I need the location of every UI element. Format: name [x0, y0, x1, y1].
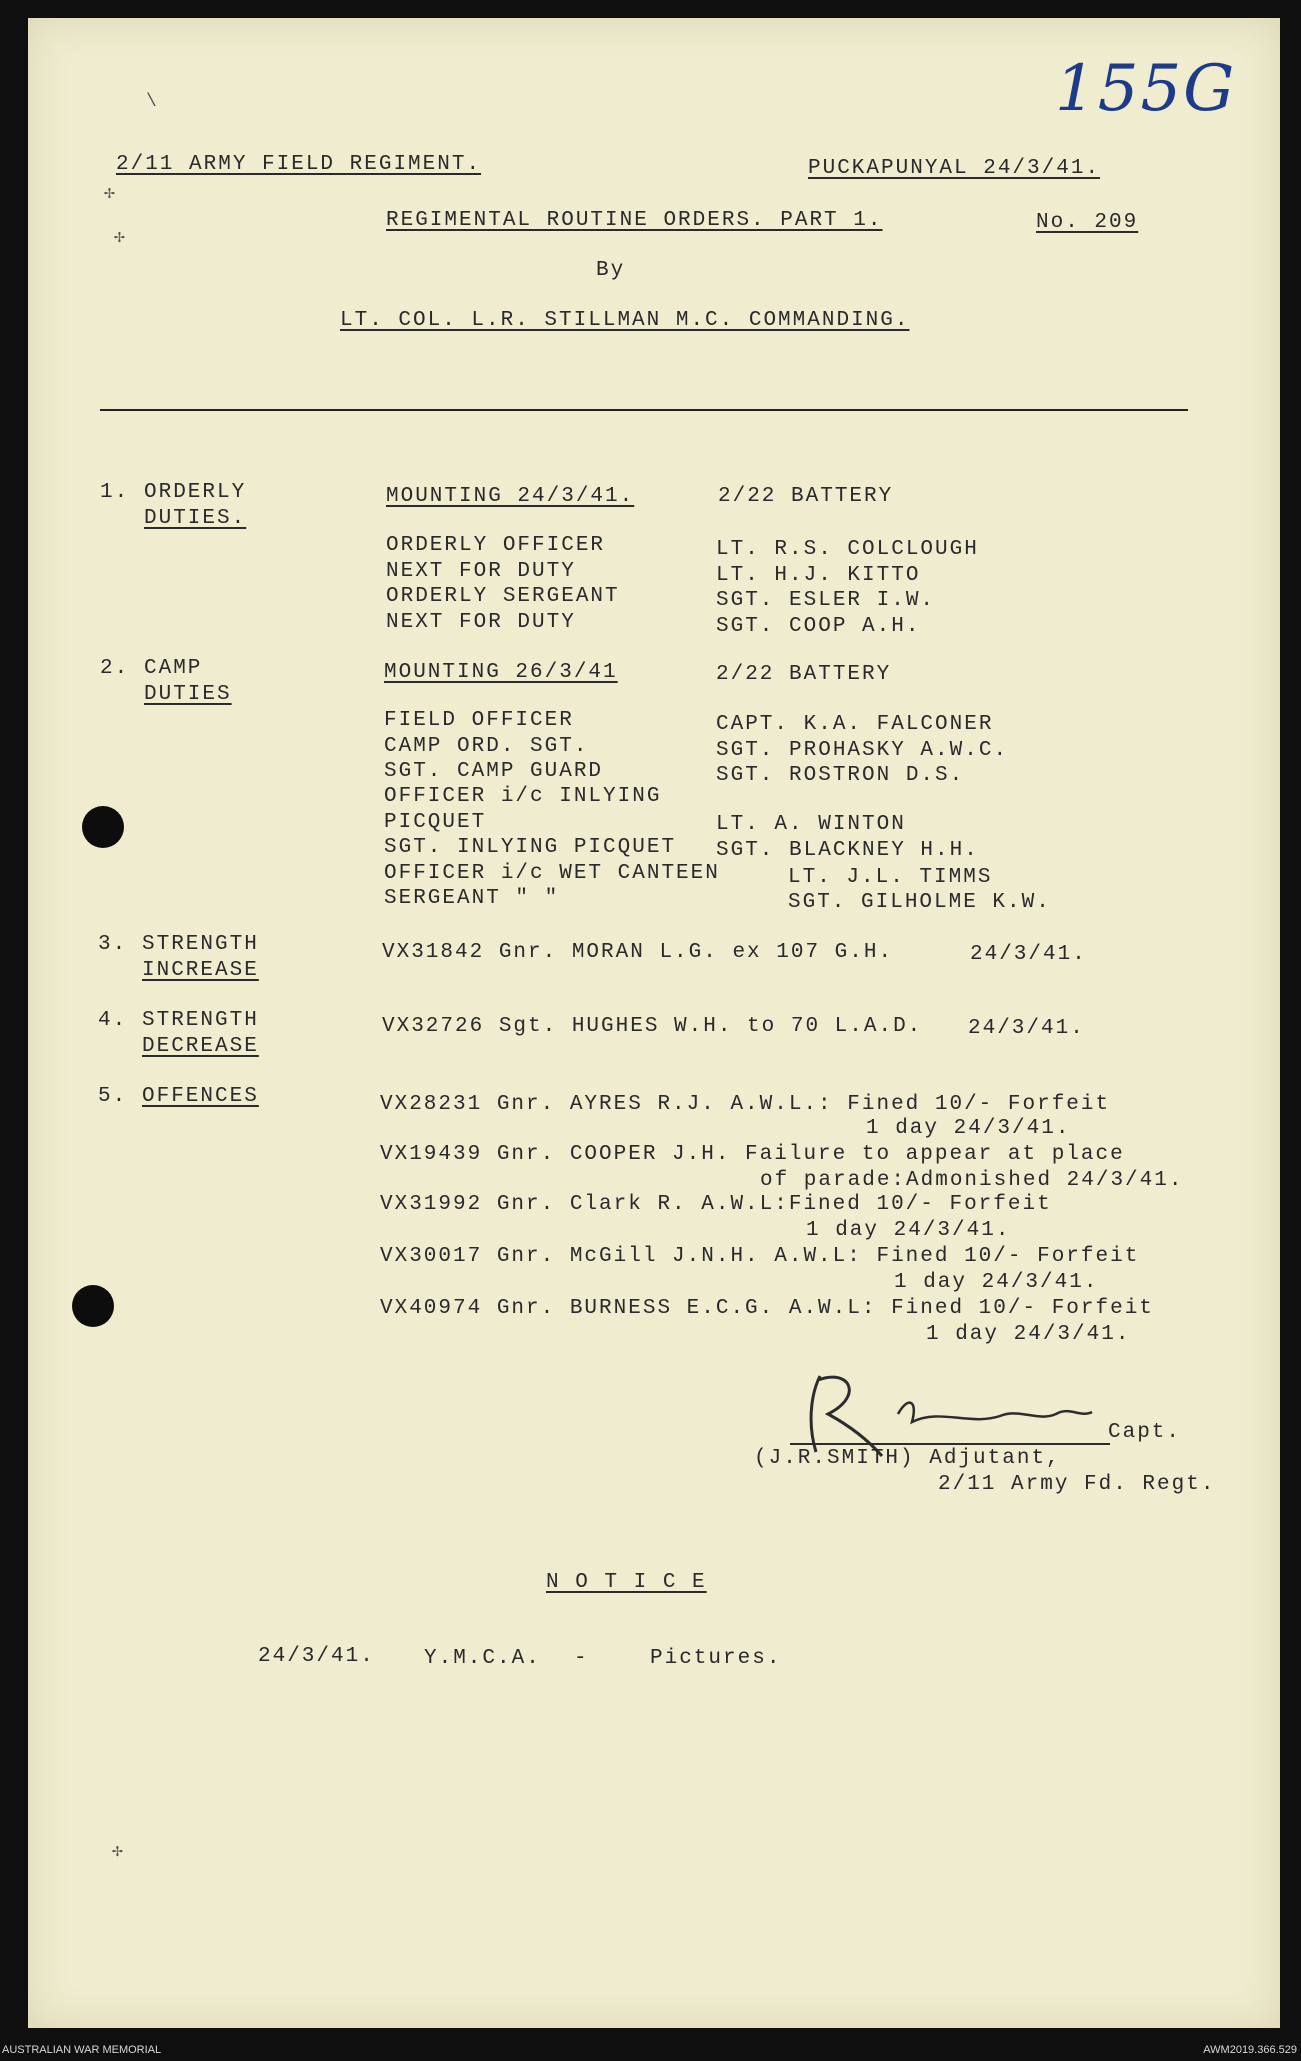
notice-place: Y.M.C.A. [424, 1647, 541, 1670]
header-divider [100, 409, 1188, 411]
battery: 2/22 BATTERY [718, 485, 894, 508]
duty-role: PICQUET [384, 811, 487, 834]
place-date: PUCKAPUNYAL 24/3/41. [808, 157, 1101, 180]
item-number: 4. [98, 1009, 128, 1032]
notice-dash: - [574, 1647, 589, 1670]
duty-role: OFFICER i/c WET CANTEEN [384, 862, 720, 885]
duty-person: LT. A. WINTON [716, 813, 906, 836]
offence-penalty: 1 day 24/3/41. [806, 1219, 1011, 1242]
signatory-unit: 2/11 Army Fd. Regt. [938, 1473, 1216, 1496]
duty-role: NEXT FOR DUTY [386, 560, 576, 583]
duty-person: SGT. COOP A.H. [716, 615, 921, 638]
duty-person: CAPT. K.A. FALCONER [716, 713, 994, 736]
punch-hole-bottom [72, 1285, 114, 1327]
item-number: 1. [100, 481, 130, 504]
duty-role: SGT. CAMP GUARD [384, 760, 604, 783]
duty-person: LT. R.S. COLCLOUGH [716, 538, 979, 561]
item-label: STRENGTH [142, 1009, 259, 1032]
staple-mark: ✢ [104, 184, 115, 204]
unit-name: 2/11 ARMY FIELD REGIMENT. [116, 153, 482, 176]
item-number: 2. [100, 657, 130, 680]
item-label: OFFENCES [142, 1085, 259, 1108]
notice-date: 24/3/41. [258, 1645, 375, 1668]
duty-person: SGT. GILHOLME K.W. [788, 891, 1051, 914]
duty-person: LT. J.L. TIMMS [788, 866, 993, 889]
item-number: 5. [98, 1085, 128, 1108]
signatory-rank: Capt. [1108, 1421, 1182, 1444]
item-label: DUTIES [144, 683, 232, 706]
item-label: INCREASE [142, 959, 259, 982]
duty-person: SGT. BLACKNEY H.H. [716, 839, 979, 862]
duty-role: ORDERLY SERGEANT [386, 585, 620, 608]
item-label: ORDERLY [144, 481, 247, 504]
duty-role: CAMP ORD. SGT. [384, 735, 589, 758]
duty-role: FIELD OFFICER [384, 709, 574, 732]
offence-penalty: 1 day 24/3/41. [894, 1271, 1099, 1294]
offence-penalty: 1 day 24/3/41. [926, 1323, 1131, 1346]
item-number: 3. [98, 933, 128, 956]
offence-penalty: of parade:Admonished 24/3/41. [760, 1169, 1184, 1192]
entry-date: 24/3/41. [970, 943, 1087, 966]
mounting-date: MOUNTING 26/3/41 [384, 661, 618, 684]
archive-reference: AWM2019.366.529 [1203, 2044, 1297, 2056]
archive-credit: AUSTRALIAN WAR MEMORIAL [2, 2044, 162, 2056]
item-label: CAMP [144, 657, 203, 680]
battery: 2/22 BATTERY [716, 663, 892, 686]
order-number: No. 209 [1036, 211, 1139, 234]
commander-line: LT. COL. L.R. STILLMAN M.C. COMMANDING. [340, 309, 910, 332]
entry-date: 24/3/41. [968, 1017, 1085, 1040]
notice-event: Pictures. [650, 1647, 782, 1670]
offence-entry: VX40974 Gnr. BURNESS E.C.G. A.W.L: Fined 10/- Forfeit [380, 1297, 1154, 1320]
duty-role: OFFICER i/c INLYING [384, 785, 662, 808]
staple-mark: ✢ [114, 228, 125, 248]
duty-role: NEXT FOR DUTY [386, 611, 576, 634]
folio-number: 155G [1055, 52, 1237, 126]
item-label: DUTIES. [144, 507, 247, 530]
punch-hole-top [82, 806, 124, 848]
offence-penalty: 1 day 24/3/41. [866, 1117, 1071, 1140]
item-label: DECREASE [142, 1035, 259, 1058]
orders-title: REGIMENTAL ROUTINE ORDERS. PART 1. [386, 209, 883, 232]
duty-role: SGT. INLYING PICQUET [384, 836, 677, 859]
duty-role: SERGEANT " " [384, 887, 560, 910]
by-line: By [596, 259, 626, 282]
duty-person: SGT. ESLER I.W. [716, 589, 936, 612]
staple-mark: \ [146, 92, 157, 112]
mounting-date: MOUNTING 24/3/41. [386, 485, 635, 508]
notice-title: N O T I C E [546, 1571, 707, 1594]
duty-person: LT. H.J. KITTO [716, 564, 921, 587]
strength-entry: VX31842 Gnr. MORAN L.G. ex 107 G.H. [382, 941, 894, 964]
offence-entry: VX28231 Gnr. AYRES R.J. A.W.L.: Fined 10/- Forfeit [380, 1093, 1111, 1116]
duty-role: ORDERLY OFFICER [386, 534, 606, 557]
offence-entry: VX31992 Gnr. Clark R. A.W.L:Fined 10/- Forfeit [380, 1193, 1052, 1216]
offence-entry: VX19439 Gnr. COOPER J.H. Failure to appear at place [380, 1143, 1125, 1166]
item-label: STRENGTH [142, 933, 259, 956]
duty-person: SGT. ROSTRON D.S. [716, 764, 965, 787]
strength-entry: VX32726 Sgt. HUGHES W.H. to 70 L.A.D. [382, 1015, 923, 1038]
staple-mark: ✢ [112, 1842, 123, 1862]
offence-entry: VX30017 Gnr. McGill J.N.H. A.W.L: Fined 10/- Forfeit [380, 1245, 1140, 1268]
duty-person: SGT. PROHASKY A.W.C. [716, 739, 1009, 762]
signatory-name: (J.R.SMITH) Adjutant, [754, 1447, 1061, 1470]
